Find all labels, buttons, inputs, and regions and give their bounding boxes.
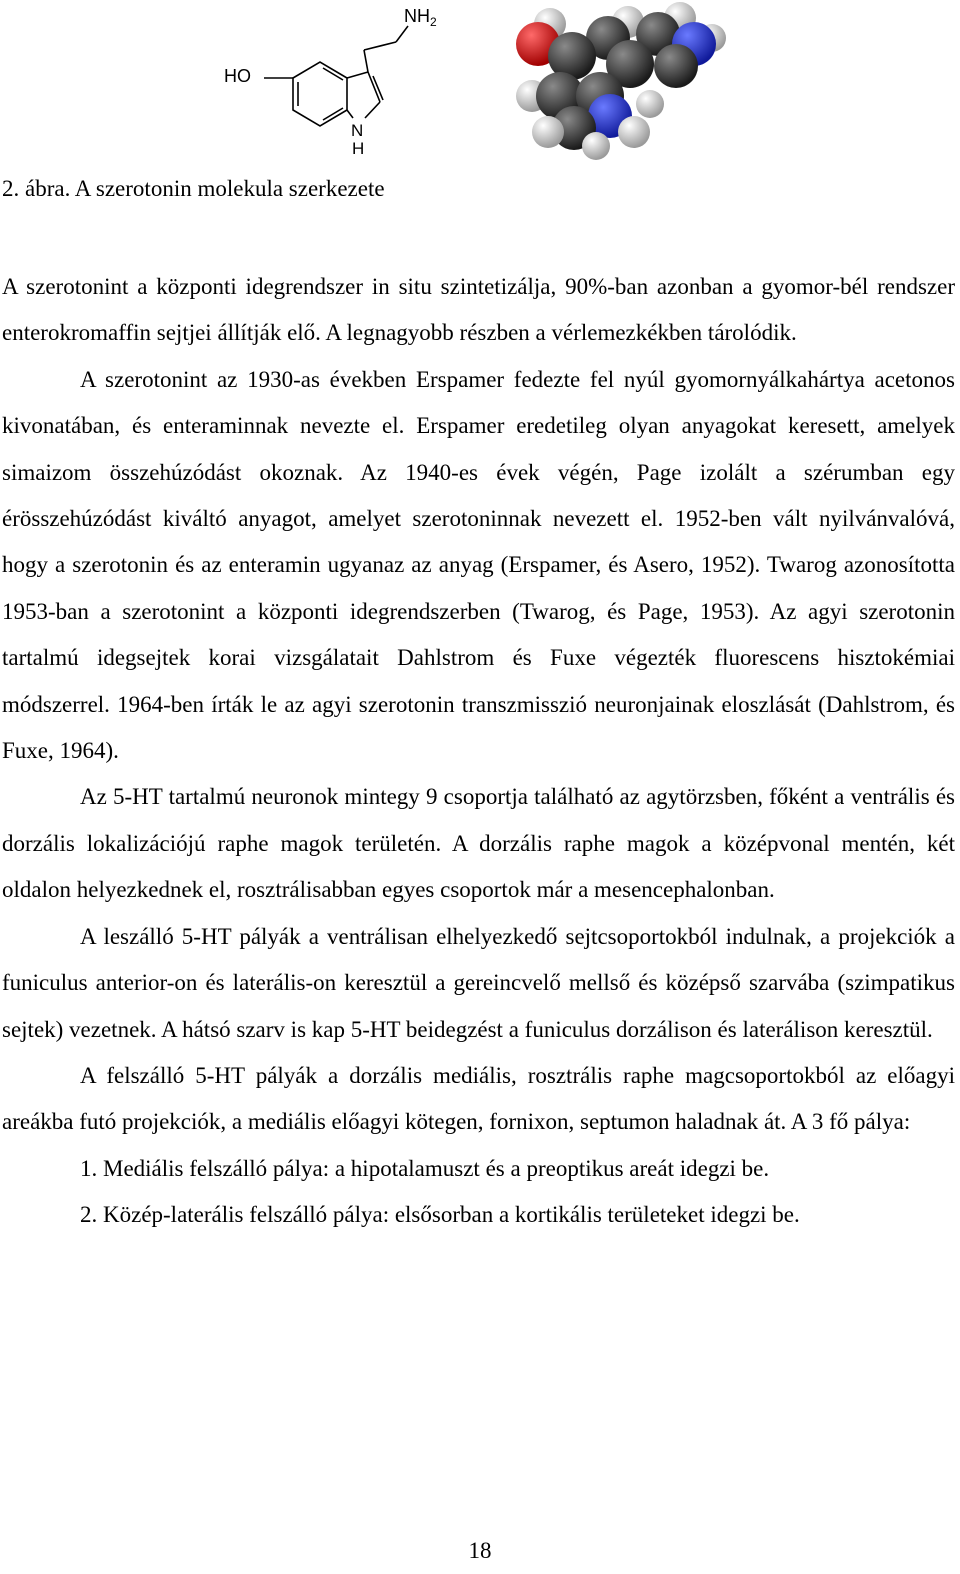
paragraph: A felszálló 5-HT pályák a dorzális mediális, rosztrális raphe magcsoportokból az előagyi areákba futó projekciók, a mediális előagyi kötegen, fornixon, septumon haladnak át. A 3 fő pálya: xyxy=(2,1062,955,1135)
h-label: H xyxy=(352,139,365,158)
ho-label: HO xyxy=(224,66,251,86)
nh2-label: $NH_2$ xyxy=(404,6,437,29)
paragraph: A szerotonint a központi idegrendszer in situ szintetizálja, 90%-ban azonban a gyomor-bél rendszer enterokromaffin sejtjei állítják elő. A legnagyobb részben a vérlemezkékben tárolódik. xyxy=(2,274,955,346)
page-number: 18 xyxy=(468,1538,492,1563)
body-text xyxy=(2,264,955,1239)
paragraph: Az 5-HT tartalmú neuronok mintegy 9 csoportja található az agytörzsben, főként a ventrális és dorzális lokalizációjú raphe magok területén. A dorzális raphe magok a középvonal mentén, két oldalon helyezkednek el, rosztrálisabban egyes csoportok már a mesencephalonban. xyxy=(2,784,955,903)
pathway-list xyxy=(2,1146,955,1239)
n-label: N xyxy=(351,121,364,140)
serotonin-structural-formula xyxy=(218,0,448,160)
figure-caption: 2. ábra. A szerotonin molekula szerkezete xyxy=(2,176,385,201)
paragraph: A leszálló 5-HT pályák a ventrálisan elhelyezkedő sejtcsoportokból indulnak, a projekciók a funiculus anterior-on és laterális-on keresztül a gereincvelő mellső és középső szarvába (szimpatikus sejtek) vezetnek. A hátsó szarv is kap 5-HT beidegzést a funiculus dorzálison és laterálison keresztül. xyxy=(2,923,955,1042)
list-item: 2. Közép-laterális felszálló pálya: elsősorban a kortikális területeket idegzi be. xyxy=(80,1202,800,1228)
serotonin-space-filling-model xyxy=(508,0,728,160)
paragraph: A szerotonint az 1930-as években Erspamer fedezte fel nyúl gyomornyálkahártya acetonos kivonatában, és enteraminnak nevezte el. Erspamer eredetileg olyan anyagokat keresett, amelyek simaizom összehúzódást okoznak. Az 1940-es évek végén, Page izolált a szérumban egy érösszehúzódást kiváltó anyagot, amelyet szerotoninnak nevezett el. 1952-ben vált nyilvánvalóvá, hogy a szerotonin és az enteramin ugyanaz az anyag (Erspamer, és Asero, 1952). Twarog azonosította 1953-ban a szerotonint a központi idegrendszerben (Twarog, és Page, 1953). Az agyi szerotonin tartalmú idegsejtek korai vizsgálatait Dahlstrom és Fuxe végezték fluorescens hisztokémiai módszerrel. 1964-ben írták le az agyi szerotonin transzmisszió neuronjainak eloszlását (Dahlstrom, és Fuxe, 1964). xyxy=(2,366,955,764)
list-item: 1. Mediális felszálló pálya: a hipotalamuszt és a preoptikus areát idegzi be. xyxy=(80,1155,770,1181)
